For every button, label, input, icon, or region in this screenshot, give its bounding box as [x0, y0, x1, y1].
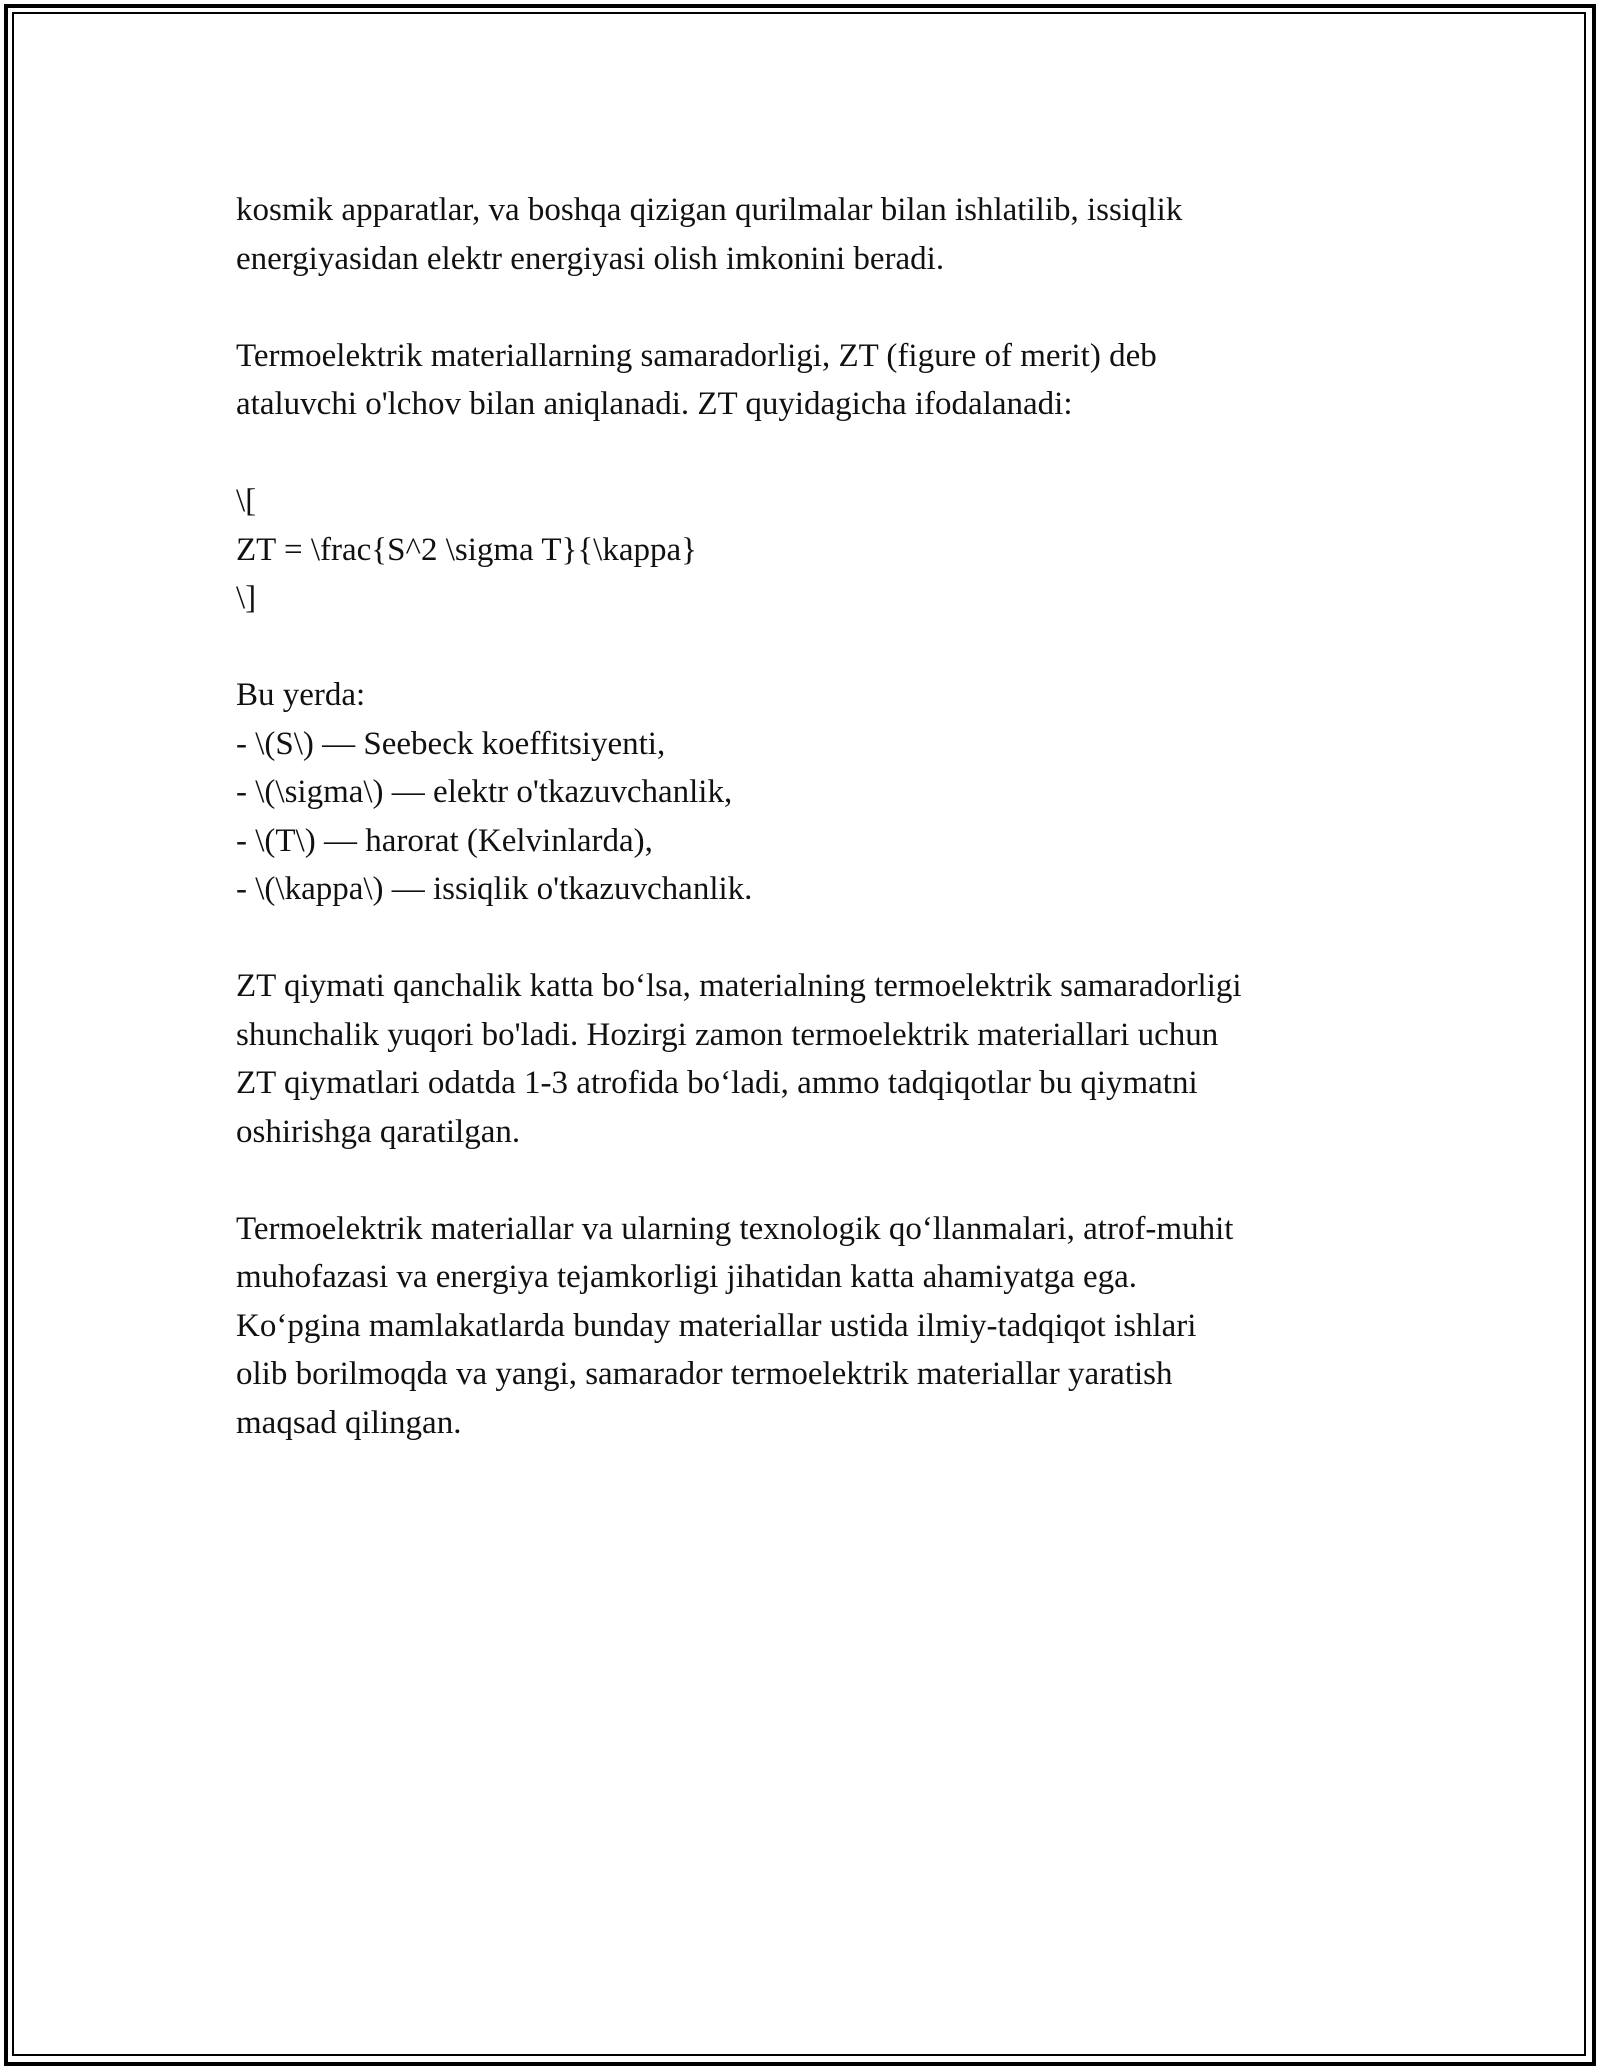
text-line: energiyasidan elektr energiyasi olish imkonini beradi.	[236, 240, 945, 277]
document-body	[236, 186, 1386, 1496]
variable-item-temperature: - \(T\) — harorat (Kelvinlarda),	[236, 822, 653, 859]
formula-expression: ZT = \frac{S^2 \sigma T}{\kappa}	[236, 531, 697, 568]
paragraph-conclusion	[236, 1205, 1386, 1448]
text-line: ZT qiymati qanchalik katta bo‘lsa, materialning termoelektrik samaradorligi	[236, 968, 1242, 1004]
formula-open-delimiter: \[	[236, 483, 257, 519]
paragraph-zt-formula	[236, 477, 1386, 623]
text-line: oshirishga qaratilgan.	[236, 1113, 521, 1150]
text-line: Termoelektrik materiallar va ularning texnologik qo‘llanmalari, atrof-muhit	[236, 1210, 1234, 1247]
paragraph-zt-definition	[236, 332, 1386, 429]
text-line: Termoelektrik materiallarning samaradorligi, ZT (figure of merit) deb	[236, 337, 1157, 374]
paragraph-intro-continuation	[236, 186, 1386, 283]
formula-close-delimiter: \]	[236, 580, 257, 616]
text-line: ZT qiymatlari odatda 1-3 atrofida bo‘ladi, ammo tadqiqotlar bu qiymatni	[236, 1065, 1198, 1101]
variable-item-sigma: - \(\sigma\) — elektr o'tkazuvchanlik,	[236, 774, 733, 810]
text-line: olib borilmoqda va yangi, samarador termoelektrik materiallar yaratish	[236, 1356, 1173, 1392]
text-line: maqsad qilingan.	[236, 1404, 462, 1441]
variable-item-seebeck: - \(S\) — Seebeck koeffitsiyenti,	[236, 725, 666, 762]
paragraph-variables	[236, 671, 1386, 914]
text-line: kosmik apparatlar, va boshqa qizigan qurilmalar bilan ishlatilib, issiqlik	[236, 192, 1183, 228]
text-line: muhofazasi va energiya tejamkorligi jihatidan katta ahamiyatga ega.	[236, 1259, 1138, 1295]
variable-item-kappa: - \(\kappa\) — issiqlik o'tkazuvchanlik.	[236, 871, 753, 907]
text-line: ataluvchi o'lchov bilan aniqlanadi. ZT quyidagicha ifodalanadi:	[236, 386, 1073, 422]
text-line: Ko‘pgina mamlakatlarda bunday materiallar ustida ilmiy-tadqiqot ishlari	[236, 1307, 1197, 1344]
paragraph-zt-values	[236, 962, 1386, 1156]
variables-heading: Bu yerda:	[236, 677, 366, 713]
text-line: shunchalik yuqori bo'ladi. Hozirgi zamon termoelektrik materiallari uchun	[236, 1016, 1219, 1053]
